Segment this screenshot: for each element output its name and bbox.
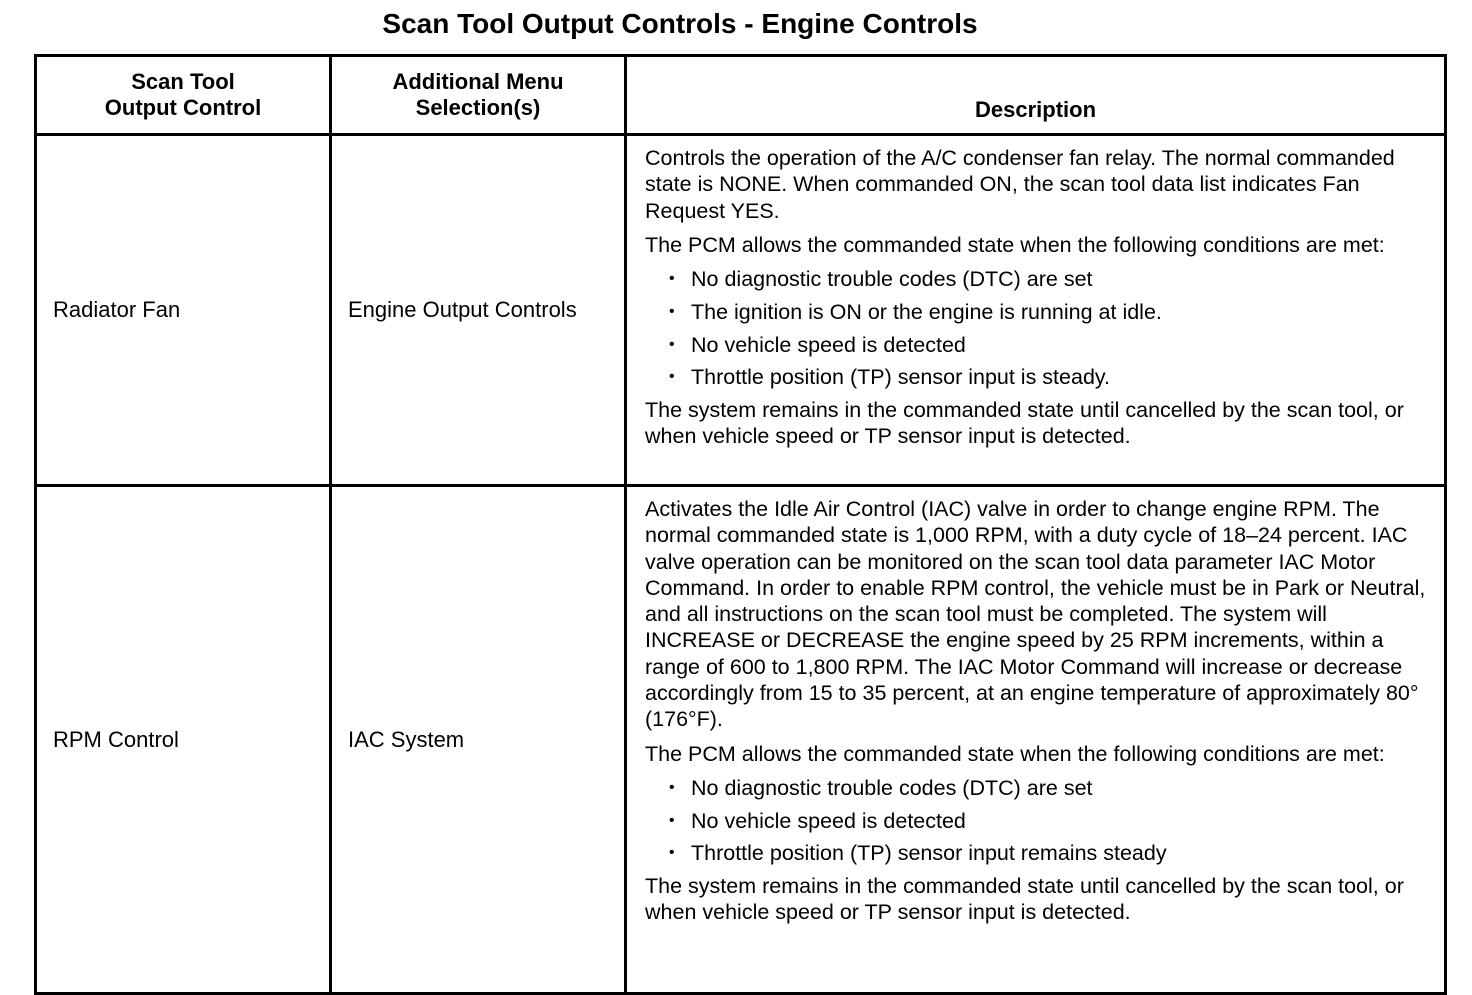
list-item	[669, 808, 1436, 834]
condition-text: Throttle position (TP) sensor input is steady.	[691, 365, 1111, 390]
bullet-icon: •	[669, 335, 675, 353]
condition-text: No vehicle speed is detected	[691, 808, 966, 833]
table-header-row	[36, 56, 1446, 135]
header-additional-menu-selections	[331, 56, 626, 135]
header-col1-line1: Scan Tool	[131, 69, 235, 94]
bullet-icon: •	[669, 270, 675, 288]
description-intro: Activates the Idle Air Control (IAC) valve in order to change engine RPM. The normal commanded state is 1,000 RPM, with a duty cycle of 18–24 percent. IAC valve operation can be monitored on the scan tool data parameter IAC Motor Command. In order to enable RPM control, the vehicle must be in Park or Neutral, and all instructions on the scan tool must be completed. The system will INCREASE or DECREASE the engine speed by 25 RPM increments, within a range of 600 to 1,800 RPM. The IAC Motor Command will increase or decrease accordingly from 15 to 35 percent, at an engine temperature of approximately 80° (176°F).	[645, 497, 1426, 732]
cell-output-control: Radiator Fan	[36, 135, 331, 486]
description-intro: Controls the operation of the A/C condenser fan relay. The normal commanded state is NONE. When commanded ON, the scan tool data list indicates Fan Request YES.	[645, 146, 1395, 223]
conditions-lead: The PCM allows the commanded state when the following conditions are met:	[645, 741, 1385, 766]
conditions-lead: The PCM allows the commanded state when the following conditions are met:	[645, 232, 1385, 257]
cell-menu-selection: IAC System	[331, 486, 626, 994]
list-item	[669, 266, 1436, 292]
header-col2-line2: Selection(s)	[415, 95, 541, 120]
conditions-list	[645, 775, 1436, 867]
table-row	[36, 486, 1446, 994]
table-row	[36, 135, 1446, 486]
cell-description	[626, 486, 1446, 994]
bullet-icon: •	[669, 811, 675, 829]
condition-text: No diagnostic trouble codes (DTC) are set	[691, 775, 1093, 800]
bullet-icon: •	[669, 302, 675, 320]
condition-text: The ignition is ON or the engine is running at idle.	[691, 299, 1162, 324]
list-item	[669, 332, 1436, 358]
cell-menu-selection: Engine Output Controls	[331, 135, 626, 486]
bullet-icon: •	[669, 778, 675, 796]
list-item	[669, 775, 1436, 801]
list-item	[669, 840, 1436, 866]
header-col1-line2: Output Control	[104, 95, 262, 120]
output-controls-table	[34, 54, 1447, 995]
condition-text: Throttle position (TP) sensor input remains steady	[691, 841, 1167, 866]
page-title: Scan Tool Output Controls - Engine Controls	[382, 8, 978, 39]
header-description: Description	[626, 56, 1446, 135]
conditions-list	[645, 266, 1436, 390]
header-scan-tool-output-control	[36, 56, 331, 135]
header-col2-line1: Additional Menu	[392, 69, 564, 94]
list-item	[669, 364, 1436, 390]
condition-text: No vehicle speed is detected	[691, 332, 966, 357]
description-closing: The system remains in the commanded state until cancelled by the scan tool, or when vehicle speed or TP sensor input is detected.	[645, 397, 1404, 449]
condition-text: No diagnostic trouble codes (DTC) are set	[691, 267, 1093, 292]
bullet-icon: •	[669, 844, 675, 862]
cell-output-control: RPM Control	[36, 486, 331, 994]
cell-description	[626, 135, 1446, 486]
bullet-icon: •	[669, 368, 675, 386]
list-item	[669, 299, 1436, 325]
description-closing: The system remains in the commanded state until cancelled by the scan tool, or when vehicle speed or TP sensor input is detected.	[645, 874, 1404, 925]
